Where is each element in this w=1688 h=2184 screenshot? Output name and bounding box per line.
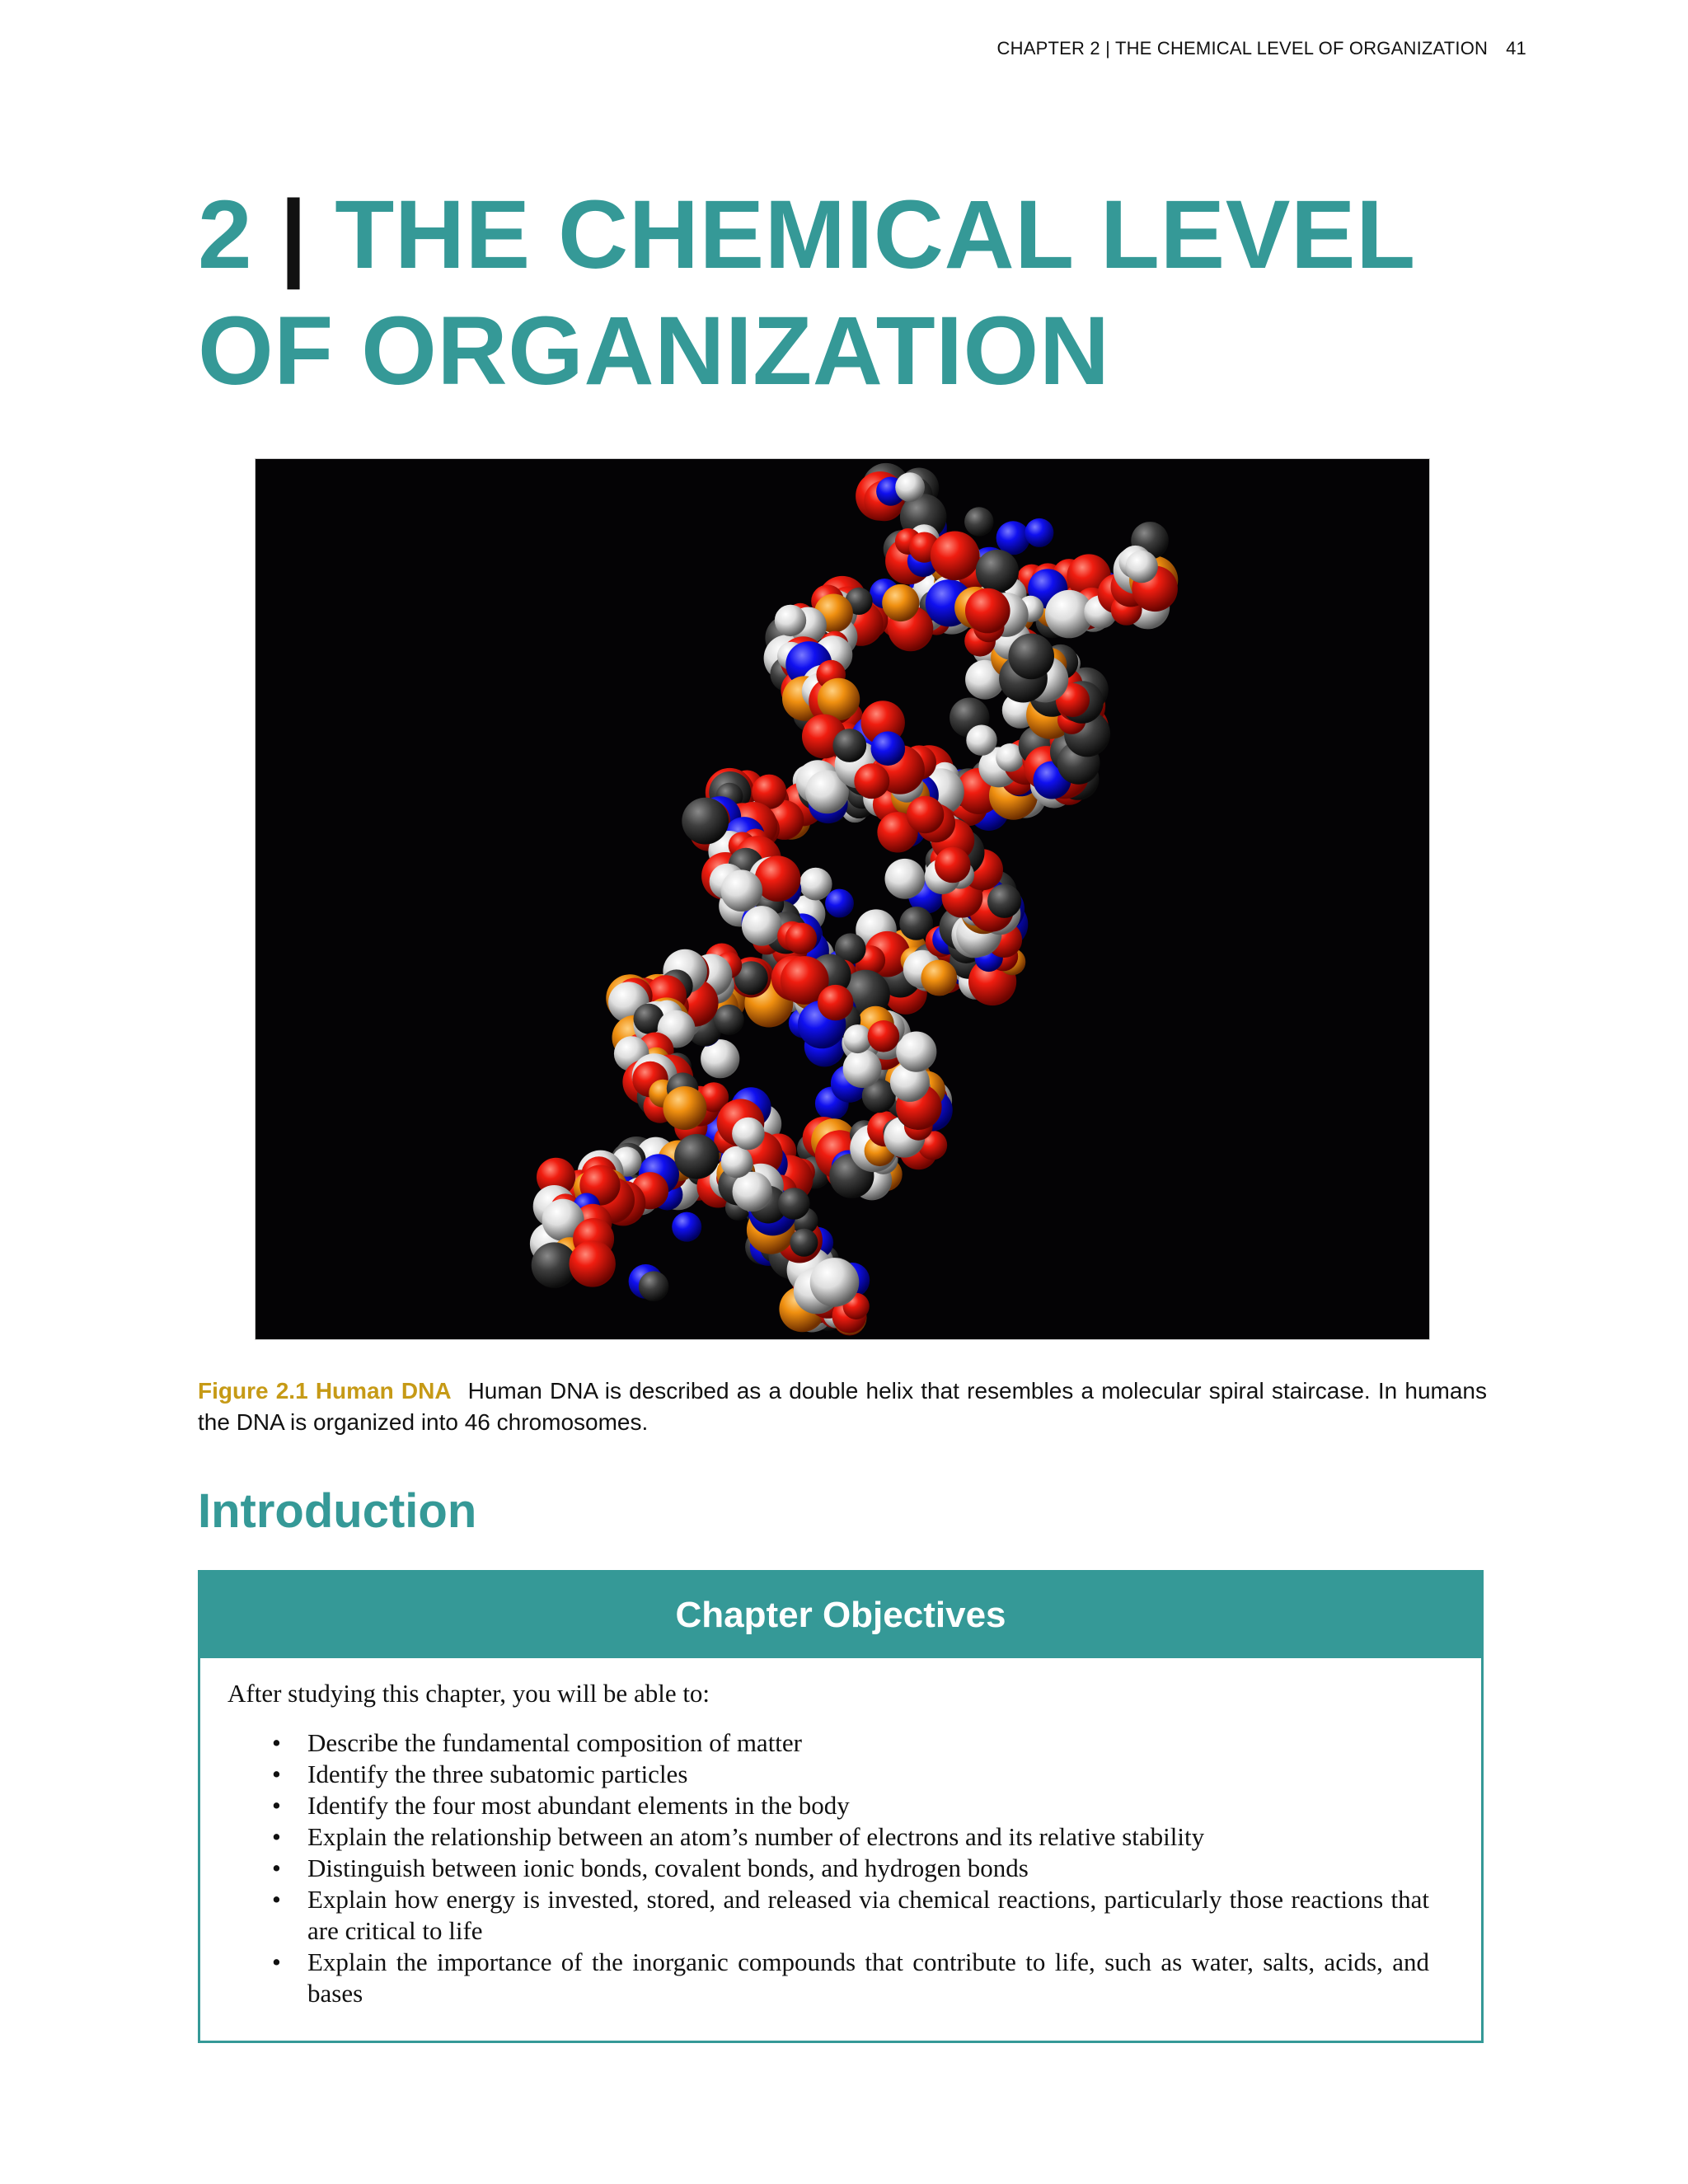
dna-atom xyxy=(570,1240,616,1286)
dna-atom xyxy=(663,1086,706,1130)
figure-label: Figure 2.1 Human DNA xyxy=(198,1378,452,1404)
dna-atom xyxy=(931,532,980,581)
dna-atom xyxy=(785,923,817,954)
dna-atom xyxy=(843,1049,882,1088)
objective-item: • Identify the three subatomic particles xyxy=(307,1759,1429,1790)
dna-helix-image xyxy=(256,459,1429,1339)
dna-atom xyxy=(996,521,1030,555)
dna-atom xyxy=(639,1271,669,1301)
dna-atom xyxy=(825,889,854,918)
objectives-list xyxy=(227,1727,1429,2009)
dna-atom xyxy=(732,1118,765,1151)
page-number: 41 xyxy=(1506,38,1526,59)
section-heading: Introduction xyxy=(198,1484,477,1538)
dna-atom xyxy=(810,1258,860,1307)
chapter-objectives-box xyxy=(198,1570,1484,2043)
objective-item: • Explain the importance of the inorganic compounds that contribute to life, such as water, salts, acids, and bases xyxy=(307,1947,1429,2009)
chapter-number: 2 xyxy=(198,180,253,289)
dna-atom xyxy=(882,584,919,621)
chapter-title xyxy=(198,177,1533,410)
dna-atom xyxy=(714,1005,744,1035)
dna-atom xyxy=(1008,634,1054,680)
dna-atom xyxy=(818,985,853,1020)
objective-item: • Describe the fundamental composition of matter xyxy=(307,1727,1429,1759)
dna-atom xyxy=(843,1024,872,1053)
chapter-title-line-1: THE CHEMICAL LEVEL xyxy=(335,180,1416,289)
dna-atom xyxy=(965,588,1010,634)
figure-caption-text: Human DNA is described as a double helix that resembles a molecular spiral staircase. In humans the DNA is organized into 46 chromosomes. xyxy=(198,1378,1487,1435)
dna-atom xyxy=(742,906,782,946)
dna-atom xyxy=(976,550,1019,593)
dna-atom xyxy=(832,729,866,762)
figure-caption xyxy=(198,1376,1487,1438)
dna-atom xyxy=(775,605,806,636)
dna-atom xyxy=(818,678,860,720)
objectives-intro: After studying this chapter, you will be able to: xyxy=(227,1679,710,1708)
dna-atom xyxy=(964,507,993,536)
dna-atom xyxy=(895,472,925,502)
objective-item: • Explain the relationship between an atom’s number of electrons and its relative stability xyxy=(307,1821,1429,1853)
objective-item: • Identify the four most abundant elements in the body xyxy=(307,1790,1429,1821)
dna-atom xyxy=(871,731,906,766)
dna-atom xyxy=(885,859,926,899)
running-head-title: CHAPTER 2 | THE CHEMICAL LEVEL OF ORGANIZATION xyxy=(996,38,1489,59)
chapter-title-line-2: OF ORGANIZATION xyxy=(198,297,1110,405)
dna-atom xyxy=(987,884,1021,918)
dna-atom xyxy=(799,868,832,901)
dna-atom xyxy=(921,960,957,996)
dna-atom xyxy=(721,1146,753,1178)
dna-atom xyxy=(778,1188,810,1220)
dna-atom xyxy=(1126,551,1158,583)
dna-atom xyxy=(868,1020,900,1052)
dna-atom xyxy=(790,1229,818,1257)
running-head xyxy=(997,38,1526,59)
dna-atom xyxy=(966,725,996,756)
chapter-separator: | xyxy=(279,180,307,289)
dna-atom xyxy=(721,869,763,912)
dna-atom xyxy=(935,847,971,883)
dna-atom xyxy=(672,1212,701,1242)
objective-item: • Explain how energy is invested, stored, and released via chemical reactions, particularly those reactions that are critical to life xyxy=(307,1884,1429,1947)
objective-item: • Distinguish between ionic bonds, covalent bonds, and hydrogen bonds xyxy=(307,1853,1429,1884)
chapter-objectives-header: Chapter Objectives xyxy=(200,1572,1481,1658)
dna-figure xyxy=(255,458,1430,1340)
chapter-objectives-body xyxy=(200,1658,1481,2009)
dna-atom xyxy=(1025,518,1053,547)
dna-atom xyxy=(682,798,729,845)
dna-atom xyxy=(674,1134,720,1179)
dna-atom xyxy=(854,763,889,799)
dna-atom xyxy=(907,796,944,833)
